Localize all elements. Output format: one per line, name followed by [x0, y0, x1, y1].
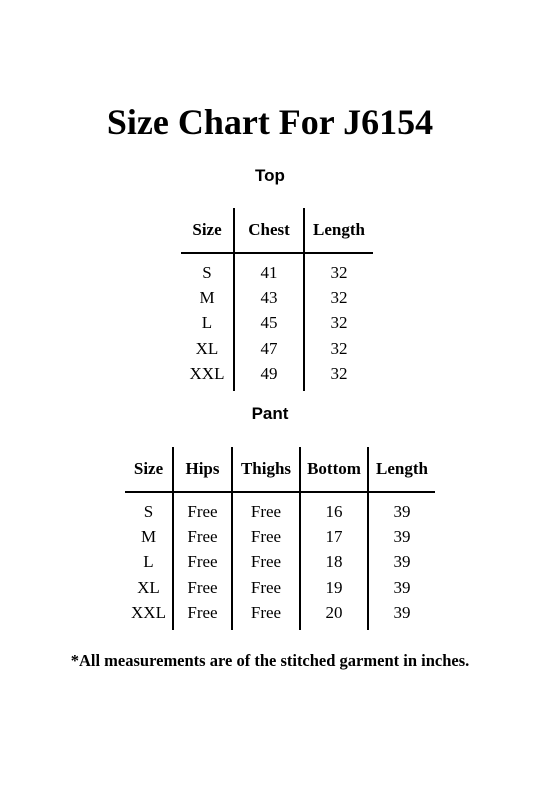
table-cell-length: 32: [304, 311, 373, 337]
table-cell-size: XL: [137, 577, 160, 597]
table-cell-length: 32: [304, 336, 373, 362]
top-size-table: [181, 208, 373, 391]
column-header-length: Length: [368, 447, 435, 492]
column-header-chest: Chest: [234, 208, 304, 253]
column-header-size: Size: [125, 447, 173, 492]
table-cell-size: XXL: [131, 603, 166, 623]
table-cell-bottom: 17: [300, 524, 368, 550]
table-cell-thighs: Free: [232, 524, 300, 550]
table-cell-chest: 41: [234, 253, 304, 285]
table-cell-length: 39: [368, 524, 435, 550]
table-cell-length: 32: [304, 253, 373, 285]
table-cell-hips: Free: [173, 601, 232, 631]
table-row: [181, 336, 373, 362]
table-cell-size: M: [140, 526, 157, 546]
table-cell-thighs: Free: [232, 492, 300, 524]
table-cell-size: XXL: [189, 364, 225, 384]
table-cell-hips: Free: [173, 550, 232, 576]
table-cell-thighs: Free: [232, 575, 300, 601]
table-cell-chest: 43: [234, 285, 304, 311]
page-title: Size Chart For J6154: [106, 102, 434, 142]
table-cell-size: M: [199, 287, 215, 307]
table-cell-length: 39: [368, 550, 435, 576]
table-row: [125, 524, 435, 550]
table-row: [181, 362, 373, 392]
table-row: [125, 492, 435, 524]
table-header-row: [125, 447, 435, 492]
table-row: [125, 550, 435, 576]
table-cell-length: 39: [368, 492, 435, 524]
table-cell-size: S: [143, 501, 154, 521]
table-cell-thighs: Free: [232, 601, 300, 631]
table-cell-chest: 45: [234, 311, 304, 337]
pant-size-table: [125, 447, 435, 630]
table-cell-length: 32: [304, 362, 373, 392]
table-cell-hips: Free: [173, 492, 232, 524]
column-header-size: Size: [181, 208, 234, 253]
table-cell-thighs: Free: [232, 550, 300, 576]
table-cell-size: L: [201, 313, 213, 333]
table-cell-hips: Free: [173, 524, 232, 550]
table-cell-length: 32: [304, 285, 373, 311]
column-header-hips: Hips: [173, 447, 232, 492]
table-cell-size: L: [143, 552, 154, 572]
table-row: [125, 575, 435, 601]
table-cell-bottom: 20: [300, 601, 368, 631]
table-cell-bottom: 19: [300, 575, 368, 601]
column-header-bottom: Bottom: [300, 447, 368, 492]
table-cell-length: 39: [368, 601, 435, 631]
table-row: [181, 311, 373, 337]
measurement-footnote: *All measurements are of the stitched garment in inches.: [70, 651, 470, 670]
pant-section-title: Pant: [251, 404, 289, 423]
table-cell-hips: Free: [173, 575, 232, 601]
table-cell-chest: 49: [234, 362, 304, 392]
table-cell-bottom: 18: [300, 550, 368, 576]
table-row: [181, 253, 373, 285]
table-cell-size: XL: [195, 338, 219, 358]
table-cell-bottom: 16: [300, 492, 368, 524]
table-header-row: [181, 208, 373, 253]
table-row: [125, 601, 435, 631]
table-cell-length: 39: [368, 575, 435, 601]
column-header-thighs: Thighs: [232, 447, 300, 492]
column-header-length: Length: [304, 208, 373, 253]
table-cell-size: S: [202, 262, 212, 282]
table-cell-chest: 47: [234, 336, 304, 362]
table-row: [181, 285, 373, 311]
top-section-title: Top: [255, 166, 285, 185]
